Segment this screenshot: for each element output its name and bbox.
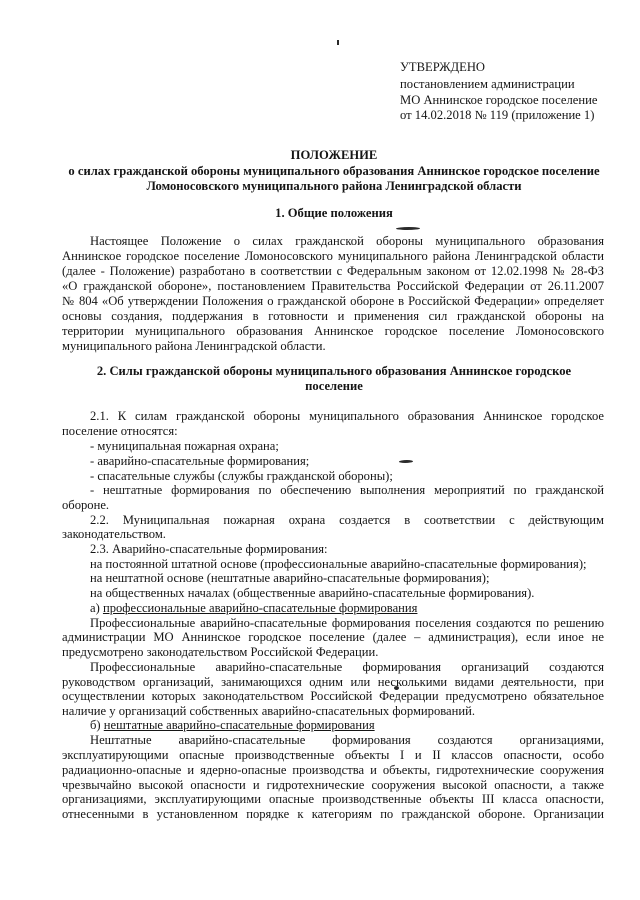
paragraph-line: основы создания, поддержания в готовности и применения сил гражданской обороны на	[62, 309, 604, 323]
list-item: на постоянной штатной основе (профессиональные аварийно-спасательные формирования);	[90, 557, 587, 571]
list-item: - муниципальная пожарная охрана;	[90, 439, 279, 453]
section-heading: поселение	[305, 379, 363, 393]
subsection-a-marker: а)	[90, 601, 100, 615]
list-item: на нештатной основе (нештатные аварийно-спасательные формирования);	[90, 571, 490, 585]
paragraph-line: эксплуатирующими опасные производственные объекты I и II классов опасности, особо	[62, 748, 604, 762]
approval-status: УТВЕРЖДЕНО	[400, 60, 486, 74]
paragraph-line: администрации МО Аннинское городское поселение (далее – администрация), если иное не	[62, 630, 604, 644]
subsection-a-title: профессиональные аварийно-спасательные формирования	[102, 601, 418, 615]
subsection-b-heading	[90, 718, 604, 733]
scan-speck	[395, 227, 421, 230]
paragraph-line: № 804 «Об утверждении Положения о гражданской обороне в Российской Федерации» определяет	[62, 294, 604, 308]
approval-line: МО Аннинское городское поселение	[400, 93, 598, 107]
list-item: - нештатные формирования по обеспечению выполнения мероприятий по гражданской	[90, 483, 604, 497]
subsection-b-marker: б)	[90, 718, 101, 732]
paragraph-line: Профессиональные аварийно-спасательные формирования организаций создаются	[90, 660, 604, 674]
paragraph-line: руководством организаций, занимающихся одним или несколькими видами деятельности, при	[62, 675, 604, 689]
approval-line: постановлением администрации	[400, 77, 575, 91]
document-subtitle: Ломоносовского муниципального района Ленинградской области	[146, 179, 522, 193]
paragraph-line: предусмотрено законодательством Российской Федерации.	[62, 645, 379, 659]
paragraph-line: 2.2. Муниципальная пожарная охрана создается в соответствии с действующим	[90, 513, 604, 527]
section-heading: 2. Силы гражданской обороны муниципального образования Аннинское городское	[96, 364, 572, 378]
paragraph-line: Профессиональные аварийно-спасательные формирования поселения создаются по решению	[90, 616, 604, 630]
document-title: ПОЛОЖЕНИЕ	[290, 148, 378, 162]
subsection-b-title: нештатные аварийно-спасательные формирования	[103, 718, 375, 732]
paragraph-line: Настоящее Положение о силах гражданской обороны муниципального образования	[90, 234, 604, 248]
paragraph-line: 2.3. Аварийно-спасательные формирования:	[90, 542, 328, 556]
paragraph-line: 2.1. К силам гражданской обороны муниципального образования Аннинское городское	[90, 409, 604, 423]
subsection-a-heading	[90, 601, 604, 616]
section-heading: 1. Общие положения	[275, 206, 393, 220]
paragraph-line: радиационно-опасные и ядерно-опасные производства и объекты, гидротехнические сооружения	[62, 763, 604, 777]
paragraph-line: поселение относятся:	[62, 424, 178, 438]
scan-speck	[337, 40, 339, 45]
paragraph-line: организациями, эксплуатирующими опасные производственные объекты III класса опасности,	[62, 792, 604, 806]
paragraph-line: наличие у организаций собственных аварийно-спасательных формирований.	[62, 704, 475, 718]
paragraph-line: Нештатные аварийно-спасательные формирования создаются организациями,	[90, 733, 604, 747]
approval-line: от 14.02.2018 № 119 (приложение 1)	[400, 108, 595, 122]
paragraph-line: законодательством.	[62, 527, 166, 541]
list-item: - аварийно-спасательные формирования;	[90, 454, 310, 468]
paragraph-line: «О гражданской обороне», постановлением Правительства Российской Федерации от 26.11.2007	[62, 279, 604, 293]
list-item: - спасательные службы (службы гражданской обороны);	[90, 469, 393, 483]
paragraph-line: муниципального района Ленинградской области.	[62, 339, 326, 353]
paragraph-line: территории муниципального образования Аннинское городское поселение Ломоносовского	[62, 324, 604, 338]
paragraph-line: (далее - Положение) разработано в соответствии с Федеральным законом от 12.02.1998 № 28-ФЗ	[62, 264, 604, 278]
paragraph-line: Аннинское городское поселение Ломоносовского муниципального района Ленинградской области	[62, 249, 604, 263]
paragraph-line: чрезвычайно высокой опасности и гидротехнические сооружения высокой опасности, а также	[62, 778, 604, 792]
list-item: на общественных началах (общественные аварийно-спасательные формирования).	[90, 586, 535, 600]
paragraph-line: осуществлении которых законодательством Российской Федерации предусмотрено обязательное	[62, 689, 604, 703]
document-subtitle: о силах гражданской обороны муниципального образования Аннинское городское поселение	[68, 164, 600, 178]
list-item: обороне.	[62, 498, 110, 512]
paragraph-line: отнесенными в установленном порядке к категориям по гражданской обороне. Организации	[62, 807, 604, 821]
